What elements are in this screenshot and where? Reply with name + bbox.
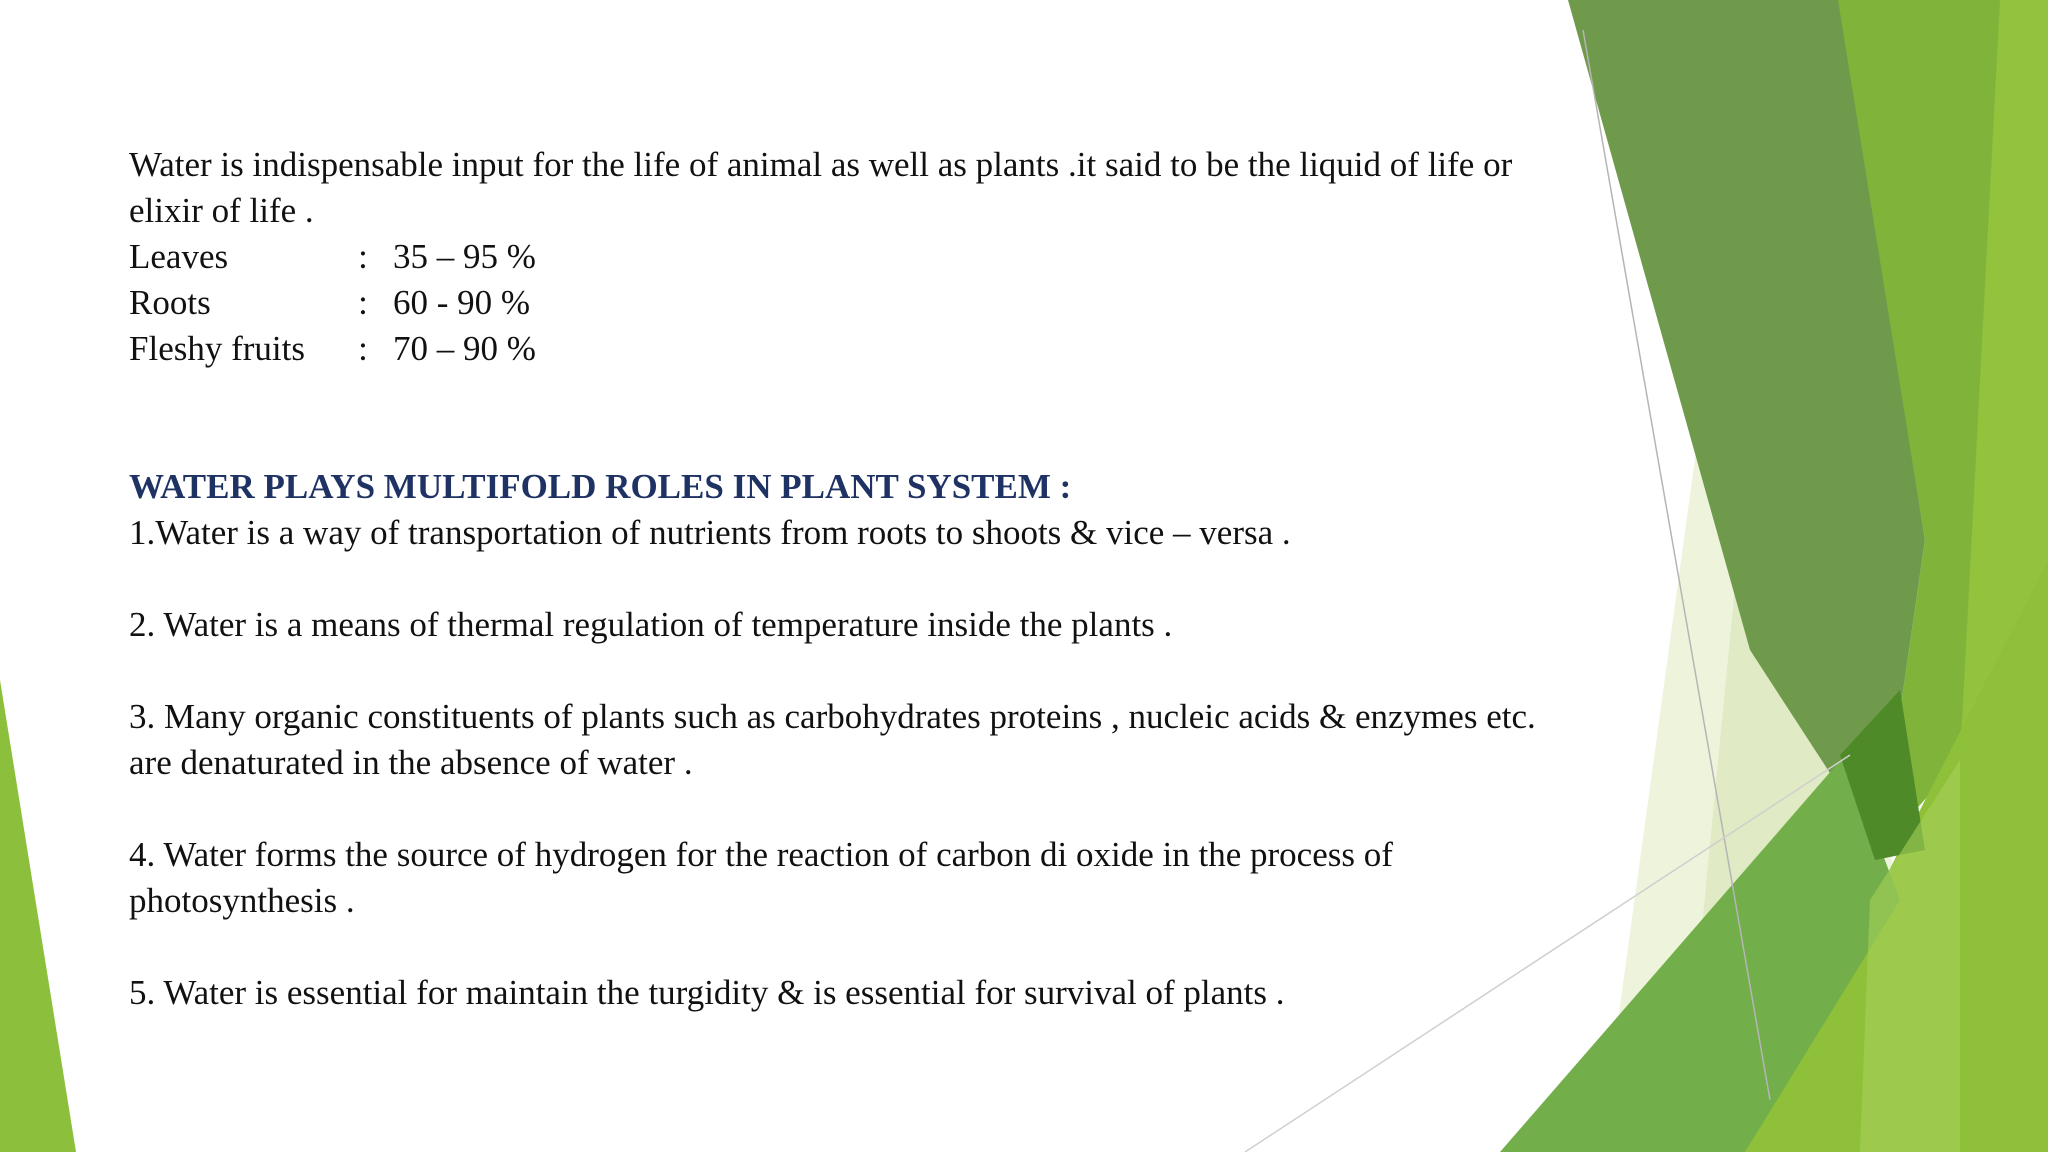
spacer — [129, 556, 1729, 602]
spacer — [129, 648, 1729, 694]
stat-colon: : — [358, 283, 368, 322]
stat-label: Leaves — [129, 237, 229, 276]
role-item-4-line-1: 4. Water forms the source of hydrogen for the reaction of carbon di oxide in the process of — [129, 835, 1393, 874]
stat-value: 35 – 95 % — [393, 237, 536, 276]
role-item-3-line-1: 3. Many organic constituents of plants such as carbohydrates proteins , nucleic acids & enzymes etc. — [129, 697, 1536, 736]
roles-heading: WATER PLAYS MULTIFOLD ROLES IN PLANT SYSTEM : — [129, 467, 1072, 506]
stat-colon: : — [358, 329, 368, 368]
spacer — [129, 372, 1729, 464]
left-green-sliver — [0, 680, 76, 1152]
stat-row-leaves — [129, 234, 1729, 280]
role-item-1: 1.Water is a way of transportation of nutrients from roots to shoots & vice – versa . — [129, 513, 1291, 552]
stat-value: 60 - 90 % — [393, 283, 531, 322]
stat-label: Roots — [129, 283, 211, 322]
role-item-3-line-2: are denaturated in the absence of water . — [129, 743, 693, 782]
role-item-2: 2. Water is a means of thermal regulation of temperature inside the plants . — [129, 605, 1173, 644]
spacer — [129, 786, 1729, 832]
role-item-4-line-2: photosynthesis . — [129, 881, 355, 920]
stat-row-fleshy-fruits — [129, 326, 1729, 372]
stat-colon: : — [358, 237, 368, 276]
stat-value: 70 – 90 % — [393, 329, 536, 368]
intro-line-2: elixir of life . — [129, 191, 314, 230]
role-item-5: 5. Water is essential for maintain the turgidity & is essential for survival of plants . — [129, 973, 1285, 1012]
intro-line-1: Water is indispensable input for the life of animal as well as plants .it said to be the liquid of life or — [129, 145, 1513, 184]
stat-row-roots — [129, 280, 1729, 326]
spacer — [129, 924, 1729, 970]
slide-body — [129, 142, 1729, 1016]
stat-label: Fleshy fruits — [129, 329, 305, 368]
